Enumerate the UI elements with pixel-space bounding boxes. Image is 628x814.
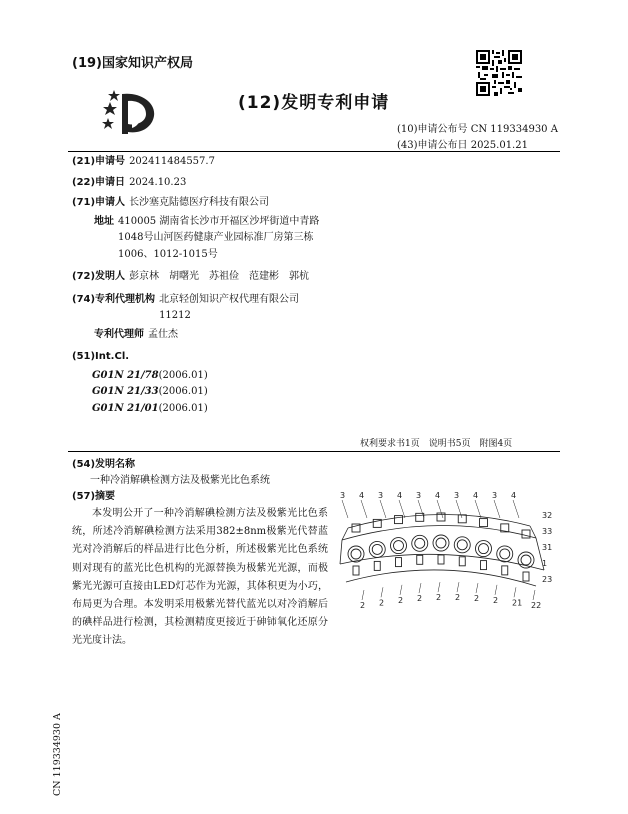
- leader-line: [514, 587, 516, 597]
- address: 410005 湖南省长沙市开福区沙坪街道中青路1048号山河医药健康产业园标准厂房第三栋1006、1012-1015号: [118, 215, 320, 260]
- bibliographic-fields: [72, 154, 332, 417]
- well-inner-circle: [457, 540, 467, 550]
- figure-label: 2: [398, 595, 404, 605]
- well-circle: [433, 535, 449, 551]
- figure-label: 23: [542, 575, 553, 584]
- side-document-code: CN 119334930 A: [52, 713, 63, 796]
- leader-line: [438, 582, 440, 592]
- agency-label: (74)专利代理机构: [72, 293, 156, 305]
- sensor-block: [438, 555, 444, 564]
- leader-line: [381, 587, 383, 597]
- ipc-entry: G01N 21/01(2006.01): [92, 402, 208, 414]
- well-inner-circle: [479, 544, 489, 554]
- application-number: 202411484557.7: [129, 156, 215, 167]
- leader-line: [513, 500, 519, 518]
- agent: 孟仕杰: [148, 328, 178, 340]
- leader-line: [494, 500, 500, 518]
- header-divider: [68, 151, 560, 152]
- sensor-block: [502, 566, 508, 575]
- led-block: [458, 515, 466, 523]
- figure-label: 21: [512, 598, 523, 608]
- title-section: [72, 457, 270, 505]
- figure-label: 2: [379, 598, 385, 608]
- well-inner-circle: [351, 549, 361, 559]
- well-circle: [369, 541, 385, 557]
- figure-label: 3: [492, 491, 498, 500]
- well-circle: [348, 546, 364, 562]
- sensor-block: [374, 561, 380, 570]
- well-inner-circle: [415, 538, 425, 548]
- ipc-row: [72, 349, 332, 366]
- sensor-block: [523, 572, 529, 581]
- figure-label: 4: [473, 491, 479, 500]
- ipc-entry: G01N 21/33(2006.01): [92, 386, 208, 397]
- sensor-block: [353, 566, 359, 575]
- application-date-row: [72, 175, 332, 192]
- leader-line: [361, 500, 367, 518]
- agency: 北京轻创知识产权代理有限公司 11212: [159, 293, 300, 321]
- figure-label: 22: [531, 601, 542, 610]
- pages-divider: [68, 451, 560, 452]
- figure-label: 4: [397, 491, 403, 500]
- figure-label: 4: [359, 491, 365, 500]
- figure-label: 31: [542, 543, 553, 552]
- well-circle: [391, 538, 407, 554]
- leader-line: [475, 500, 481, 518]
- agent-row: [72, 327, 332, 344]
- well-inner-circle: [372, 544, 382, 554]
- sensor-block: [396, 558, 402, 567]
- ipc-entry: G01N 21/78(2006.01): [92, 369, 208, 381]
- well-inner-circle: [521, 555, 531, 565]
- office-name: (19)国家知识产权局: [72, 56, 193, 71]
- cnipa-logo-icon: [102, 88, 160, 138]
- leader-line: [400, 585, 402, 595]
- application-number-label: (21)申请号: [72, 156, 126, 167]
- leader-line: [342, 500, 348, 518]
- page-counts: 权利要求书1页 说明书5页 附图4页: [360, 439, 513, 449]
- well-inner-circle: [500, 549, 510, 559]
- figure-label: 33: [542, 527, 553, 536]
- figure-label: 2: [417, 594, 423, 604]
- publication-date: (43)申请公布日 2025.01.21: [397, 140, 528, 151]
- applicant-row: [72, 195, 332, 212]
- leader-line: [457, 582, 459, 592]
- figure-label: 3: [454, 491, 460, 500]
- figure-label: 32: [542, 511, 553, 520]
- application-date: 2024.10.23: [129, 176, 187, 188]
- publication-number: (10)申请公布号 CN 119334930 A: [397, 124, 558, 135]
- applicant: 长沙塞克陆德医疗科技有限公司: [129, 197, 270, 208]
- document-type: (12)发明专利申请: [238, 93, 390, 113]
- well-inner-circle: [394, 541, 404, 551]
- leader-line: [533, 590, 535, 600]
- leader-line: [495, 585, 497, 595]
- title-label: (54)发明名称: [72, 459, 136, 470]
- figure-label: 2: [455, 593, 461, 603]
- invention-title: 一种冷消解碘检测方法及极紫光比色系统: [90, 475, 270, 486]
- sensor-block: [417, 555, 423, 564]
- leader-line: [362, 590, 364, 600]
- application-date-label: (22)申请日: [72, 176, 126, 188]
- inventors-row: [72, 269, 332, 286]
- well-circle: [454, 537, 470, 553]
- figure-label: 2: [360, 601, 366, 610]
- led-block: [480, 519, 488, 527]
- applicant-label: (71)申请人: [72, 197, 126, 208]
- abstract-text: 本发明公开了一种冷消解碘检测方法及极紫光比色系统，所述冷消解碘检测方法采用382±8nm极紫光代替蓝光对冷消解后的样品进行比色分析，所述极紫光比色系统则对现有的蓝光比色机构的光源替换为极紫光光源，而极紫光光源可直接由LED灯芯作为光源，其体积更为小巧，布局更为合理。本发明采用极紫光替代蓝光以对冷消解后的碘样品进行检测，其检测精度更接近于砷铈氧化还原分光光度计法。: [72, 508, 328, 647]
- led-block: [522, 530, 530, 538]
- figure-label: 2: [474, 594, 480, 604]
- leader-line: [476, 583, 478, 593]
- leader-line: [456, 500, 462, 518]
- figure-label: 3: [340, 491, 346, 500]
- figure-label: 1: [542, 559, 548, 568]
- well-circle: [412, 535, 428, 551]
- figure-label: 2: [436, 593, 442, 603]
- sensor-block: [481, 561, 487, 570]
- well-circle: [476, 541, 492, 557]
- inventors-label: (72)发明人: [72, 271, 126, 282]
- address-label: 地址: [94, 215, 114, 227]
- figure-label: 3: [378, 491, 384, 500]
- led-block: [416, 513, 424, 521]
- figure-label: 3: [416, 491, 422, 500]
- ipc-label: (51)Int.Cl.: [72, 351, 130, 362]
- address-row: [72, 214, 332, 264]
- leader-line: [419, 583, 421, 593]
- abstract-label: (57)摘要: [72, 491, 116, 502]
- sensor-block: [459, 557, 465, 566]
- figure-label: 4: [511, 491, 517, 500]
- well-circle: [497, 546, 513, 562]
- application-number-row: [72, 154, 332, 171]
- figure-label: 2: [493, 595, 499, 605]
- figure-label: 4: [435, 491, 441, 500]
- agent-label: 专利代理师: [94, 328, 144, 340]
- leader-line: [437, 500, 443, 518]
- inventors: 彭京林 胡曙光 苏祖俭 范建彬 郭杭: [129, 271, 310, 282]
- agency-row: [72, 292, 332, 325]
- qr-code-icon: [476, 50, 522, 96]
- publication-info: [397, 122, 558, 154]
- well-inner-circle: [436, 538, 446, 548]
- device-drawing: [330, 490, 560, 615]
- leader-line: [380, 500, 386, 518]
